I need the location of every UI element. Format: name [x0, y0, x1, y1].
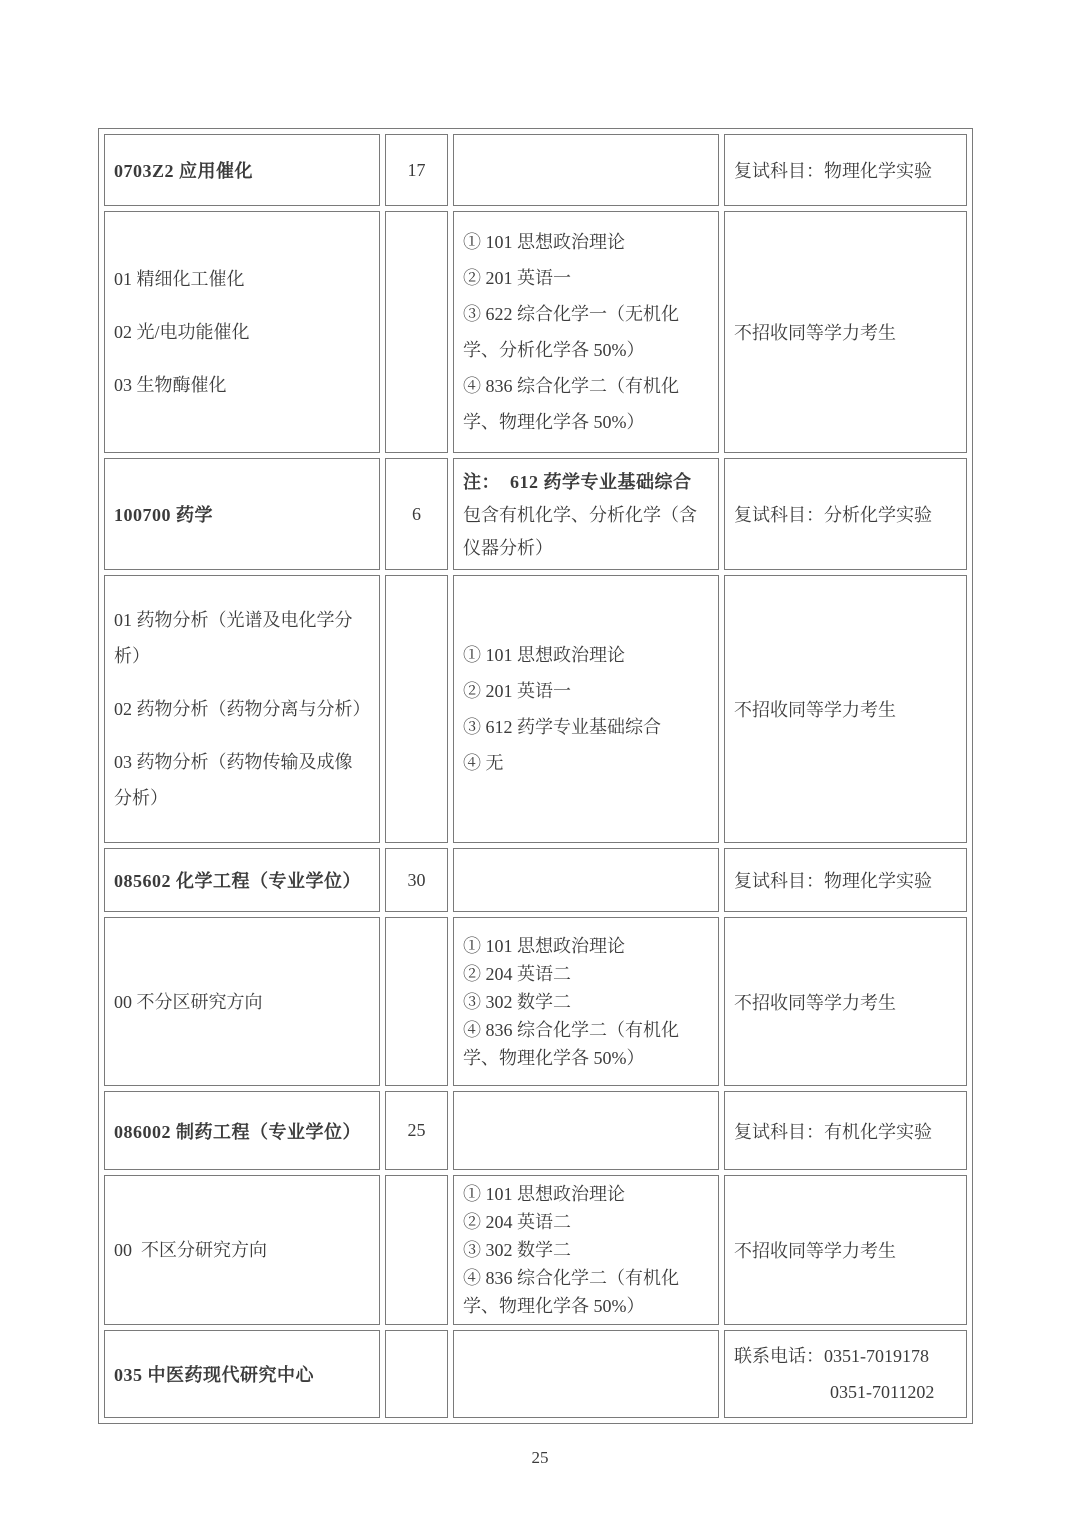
program-quota: 17 — [385, 134, 448, 206]
subject-line: ④ 836 综合化学二（有机化学、物理化学各 50%） — [463, 1268, 679, 1316]
directions-remark: 不招收同等学力考生 — [724, 1175, 967, 1325]
contact-phone-line2: 0351-7011202 — [830, 1382, 935, 1402]
program-title: 086002 制药工程（专业学位） — [104, 1091, 380, 1170]
subject-line: ② 204 英语二 — [463, 1212, 571, 1232]
program-row-086002 — [104, 1091, 967, 1170]
subject-line: ① 101 思想政治理论 — [463, 1184, 625, 1204]
direction-item: 00 不区分研究方向 — [114, 1240, 267, 1260]
direction-item: 03 药物分析（药物传输及成像分析） — [114, 752, 353, 808]
quota-empty — [385, 575, 448, 843]
subject-line: ④ 836 综合化学二（有机化学、物理化学各 50%） — [463, 376, 679, 432]
note-rest: 包含有机化学、分析化学（含仪器分析） — [463, 505, 697, 558]
program-note-empty — [453, 134, 719, 206]
program-quota: 30 — [385, 848, 448, 912]
note-bold-line: 注： 612 药学专业基础综合 — [463, 472, 692, 492]
direction-item: 01 精细化工催化 — [114, 269, 245, 289]
directions-row-100700 — [104, 575, 967, 843]
subject-line: ③ 622 综合化学一（无机化学、分析化学各 50%） — [463, 304, 679, 360]
subject-line: ③ 302 数学二 — [463, 991, 571, 1012]
research-directions — [104, 575, 380, 843]
directions-remark: 不招收同等学力考生 — [724, 917, 967, 1086]
program-title: 085602 化学工程（专业学位） — [104, 848, 380, 912]
direction-item: 02 药物分析（药物分离与分析） — [114, 699, 371, 719]
program-note-empty — [453, 848, 719, 912]
direction-item: 00 不分区研究方向 — [114, 991, 263, 1012]
page-number: 25 — [531, 1448, 549, 1467]
research-directions — [104, 1175, 380, 1325]
department-row-035 — [104, 1330, 967, 1418]
subject-line: ① 101 思想政治理论 — [463, 645, 625, 665]
subject-line: ② 201 英语一 — [463, 268, 571, 288]
subject-line: ② 204 英语二 — [463, 963, 571, 984]
exam-subjects — [453, 575, 719, 843]
program-note — [453, 458, 719, 570]
direction-item: 02 光/电功能催化 — [114, 322, 250, 342]
program-remark: 复试科目：物理化学实验 — [724, 848, 967, 912]
research-directions — [104, 917, 380, 1086]
program-quota: 25 — [385, 1091, 448, 1170]
program-remark: 复试科目：物理化学实验 — [724, 134, 967, 206]
directions-remark: 不招收同等学力考生 — [724, 211, 967, 453]
contact-phone-line1: 联系电话：0351-7019178 — [734, 1346, 929, 1366]
program-note-empty — [453, 1091, 719, 1170]
subject-line: ③ 302 数学二 — [463, 1240, 571, 1260]
quota-empty — [385, 1175, 448, 1325]
subject-line: ③ 612 药学专业基础综合 — [463, 717, 661, 737]
program-title: 100700 药学 — [104, 458, 380, 570]
directions-row-086002 — [104, 1175, 967, 1325]
subject-line: ④ 无 — [463, 753, 504, 773]
subject-line: ② 201 英语一 — [463, 681, 571, 701]
program-row-100700 — [104, 458, 967, 570]
exam-subjects — [453, 1175, 719, 1325]
program-row-085602 — [104, 848, 967, 912]
program-remark: 复试科目：分析化学实验 — [724, 458, 967, 570]
directions-row-085602 — [104, 917, 967, 1086]
quota-empty — [385, 917, 448, 1086]
department-title: 035 中医药现代研究中心 — [104, 1330, 380, 1418]
program-title: 0703Z2 应用催化 — [104, 134, 380, 206]
subject-line: ① 101 思想政治理论 — [463, 232, 625, 252]
direction-item: 01 药物分析（光谱及电化学分析） — [114, 610, 353, 666]
subject-line: ① 101 思想政治理论 — [463, 935, 625, 956]
contact-info — [724, 1330, 967, 1418]
exam-subjects — [453, 211, 719, 453]
directions-remark: 不招收同等学力考生 — [724, 575, 967, 843]
quota-empty — [385, 211, 448, 453]
quota-empty — [385, 1330, 448, 1418]
subject-line: ④ 836 综合化学二（有机化学、物理化学各 50%） — [463, 1019, 679, 1068]
admissions-table — [98, 128, 973, 1424]
program-quota: 6 — [385, 458, 448, 570]
note-empty — [453, 1330, 719, 1418]
program-row-0703Z2 — [104, 134, 967, 206]
program-remark: 复试科目：有机化学实验 — [724, 1091, 967, 1170]
exam-subjects — [453, 917, 719, 1086]
direction-item: 03 生物酶催化 — [114, 375, 227, 395]
research-directions — [104, 211, 380, 453]
directions-row-0703Z2 — [104, 211, 967, 453]
